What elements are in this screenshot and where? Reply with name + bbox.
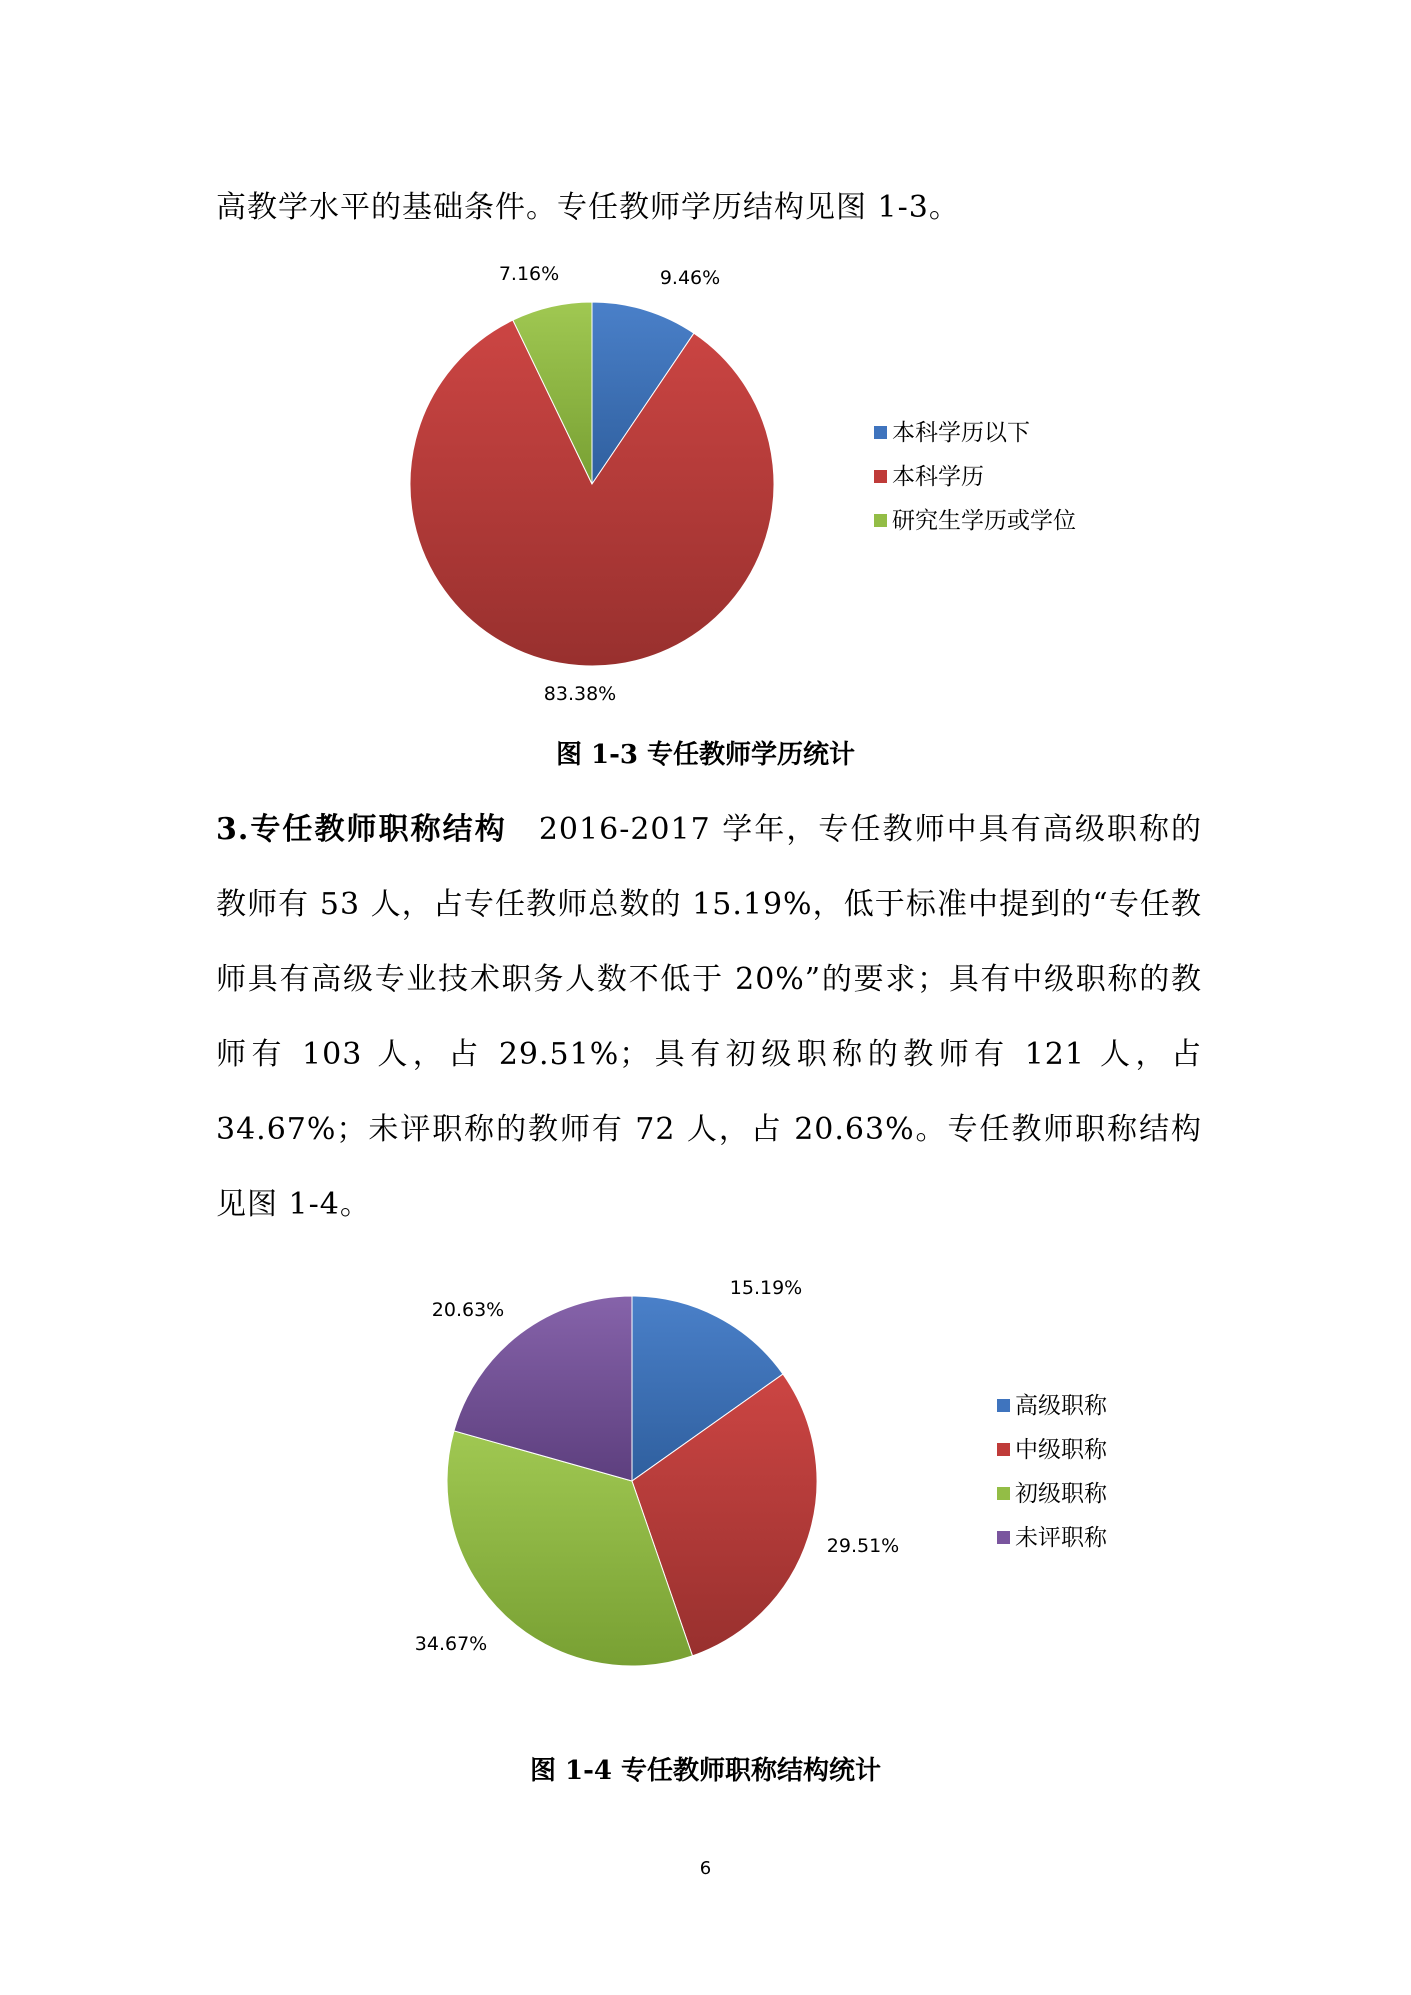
legend-label-3: 研究生学历或学位: [892, 508, 1076, 534]
legend-label-2: 中级职称: [1015, 1437, 1107, 1463]
legend-swatch-3: [874, 514, 887, 527]
legend-swatch-1: [997, 1399, 1010, 1412]
data-label-3: 34.67%: [414, 1633, 488, 1655]
data-label-2: 83.38%: [543, 683, 617, 705]
data-label-3: 7.16%: [498, 263, 560, 285]
intro-paragraph: 高教学水平的基础条件。专任教师学历结构见图 1-3。: [216, 190, 960, 225]
legend-label-1: 高级职称: [1015, 1393, 1107, 1419]
legend-label-4: 未评职称: [1015, 1525, 1107, 1551]
legend-label-3: 初级职称: [1015, 1481, 1107, 1507]
education-pie-svg: [0, 262, 1411, 720]
section3-heading: 3.专任教师职称结构: [216, 812, 507, 847]
legend-swatch-2: [874, 470, 887, 483]
section3-body: 2016-2017 学年，专任教师中具有高级职称的教师有 53 人，占专任教师总数的 15.19%，低于标准中提到的“专任教师具有高级专业技术职务人数不低于 20%”的要求；具有中级职称的教师有 103 人，占 29.51%；具有初级职称的教师有 121 人，占 34.67%；未评职称的教师有 72 人，占 20.63%。专任教师职称结构见图 1-4。: [216, 812, 1202, 1222]
data-label-2: 29.51%: [826, 1535, 900, 1557]
data-label-4: 20.63%: [431, 1299, 505, 1321]
legend-label-1: 本科学历以下: [892, 420, 1030, 446]
education-pie-chart: [0, 262, 1411, 720]
legend-swatch-2: [997, 1443, 1010, 1456]
figure-1-3-caption: 图 1-3 专任教师学历统计: [555, 740, 856, 770]
legend-swatch-1: [874, 426, 887, 439]
section3-paragraph: [216, 792, 1202, 1242]
data-label-1: 15.19%: [729, 1277, 803, 1299]
legend-swatch-4: [997, 1531, 1010, 1544]
figure-1-4-caption: 图 1-4 专任教师职称结构统计: [529, 1756, 882, 1786]
data-label-1: 9.46%: [659, 267, 721, 289]
page-number: 6: [699, 1858, 712, 1879]
legend-swatch-3: [997, 1487, 1010, 1500]
title-pie-svg: [0, 1270, 1411, 1690]
title-pie-chart: [0, 1270, 1411, 1690]
legend-label-2: 本科学历: [892, 464, 984, 490]
